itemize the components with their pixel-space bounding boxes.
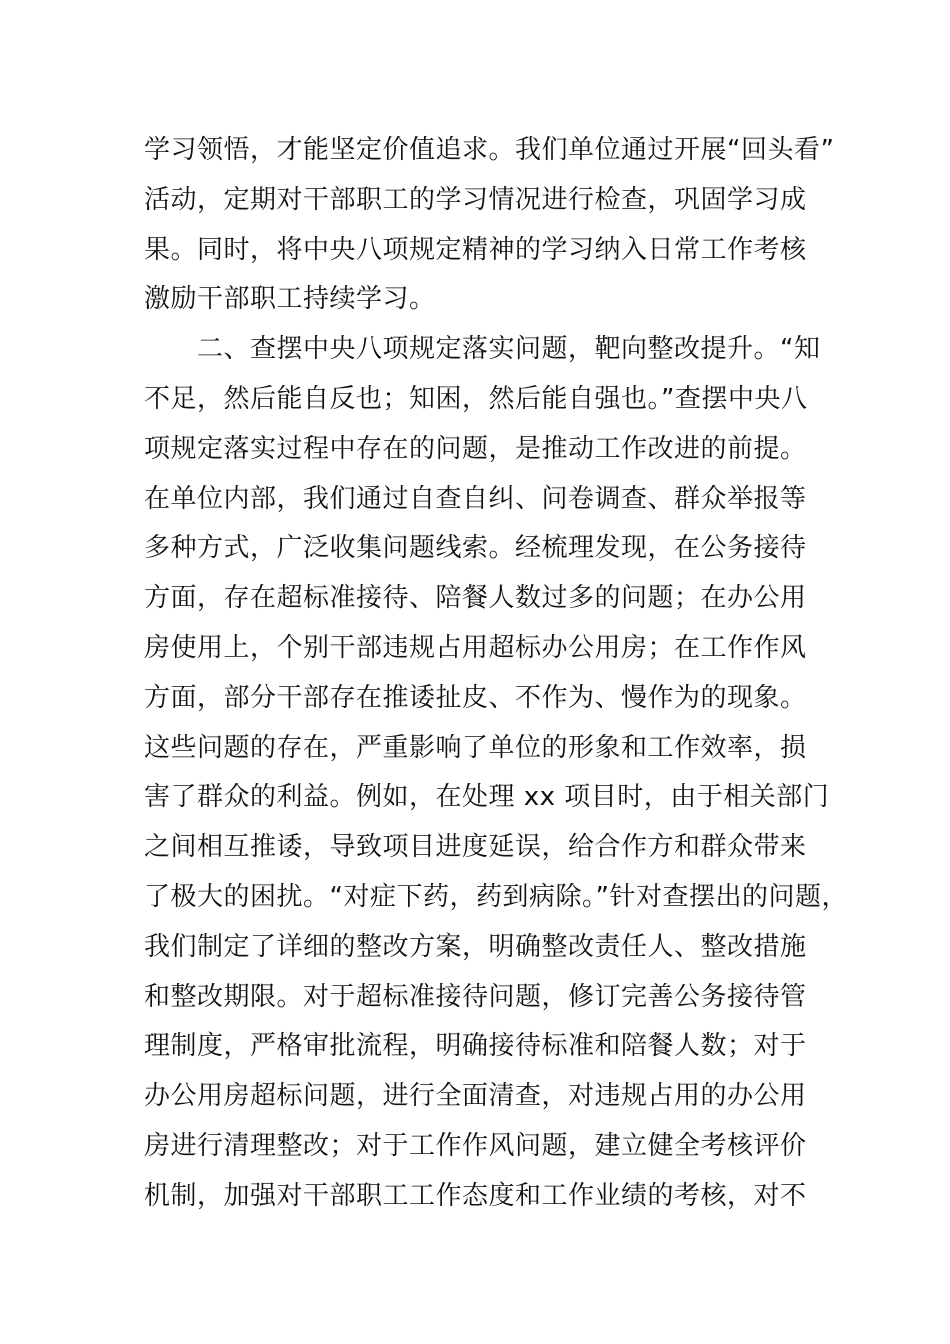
text-line: 了极大的困扰。“对症下药，药到病除。”针对查摆出的问题， bbox=[144, 881, 848, 912]
text-line: 这些问题的存在，严重影响了单位的形象和工作效率，损 bbox=[144, 732, 807, 763]
text-line: 和整改期限。对于超标准接待问题，修订完善公务接待管 bbox=[144, 981, 807, 1012]
section-heading-line: 二、查摆中央八项规定落实问题，靶向整改提升。“知 bbox=[144, 334, 821, 365]
text-line: 在单位内部，我们通过自查自纠、问卷调查、群众举报等 bbox=[144, 483, 807, 514]
text-line: 机制，加强对干部职工工作态度和工作业绩的考核，对不 bbox=[144, 1180, 807, 1211]
text-line: 学习领悟，才能坚定价值追求。我们单位通过开展“回头看” bbox=[144, 135, 835, 165]
text-line: 项规定落实过程中存在的问题，是推动工作改进的前提。 bbox=[144, 433, 807, 464]
text-line: 之间相互推诿，导致项目进度延误，给合作方和群众带来 bbox=[144, 832, 807, 863]
text-line: 活动，定期对干部职工的学习情况进行检查，巩固学习成 bbox=[144, 184, 807, 215]
text-line: 方面，存在超标准接待、陪餐人数过多的问题；在办公用 bbox=[144, 583, 807, 614]
text-line: 我们制定了详细的整改方案，明确整改责任人、整改措施 bbox=[144, 931, 807, 962]
text-line: 房使用上，个别干部违规占用超标办公用房；在工作作风 bbox=[144, 632, 807, 663]
text-line: 理制度，严格审批流程，明确接待标准和陪餐人数；对于 bbox=[144, 1031, 807, 1062]
text-line: 多种方式，广泛收集问题线索。经梳理发现，在公务接待 bbox=[144, 533, 807, 564]
text-line: 不足，然后能自反也；知困，然后能自强也。”查摆中央八 bbox=[144, 383, 808, 414]
text-line: 激励干部职工持续学习。 bbox=[144, 284, 436, 315]
body-text bbox=[144, 126, 848, 1222]
text-line: 果。同时，将中央八项规定精神的学习纳入日常工作考核 bbox=[144, 234, 807, 265]
text-line: 方面，部分干部存在推诿扯皮、不作为、慢作为的现象。 bbox=[144, 682, 807, 713]
text-line: 害了群众的利益。例如，在处理 xx 项目时，由于相关部门 bbox=[144, 782, 830, 813]
text-line: 房进行清理整改；对于工作作风问题，建立健全考核评价 bbox=[144, 1130, 807, 1161]
text-line: 办公用房超标问题，进行全面清查，对违规占用的办公用 bbox=[144, 1081, 807, 1112]
